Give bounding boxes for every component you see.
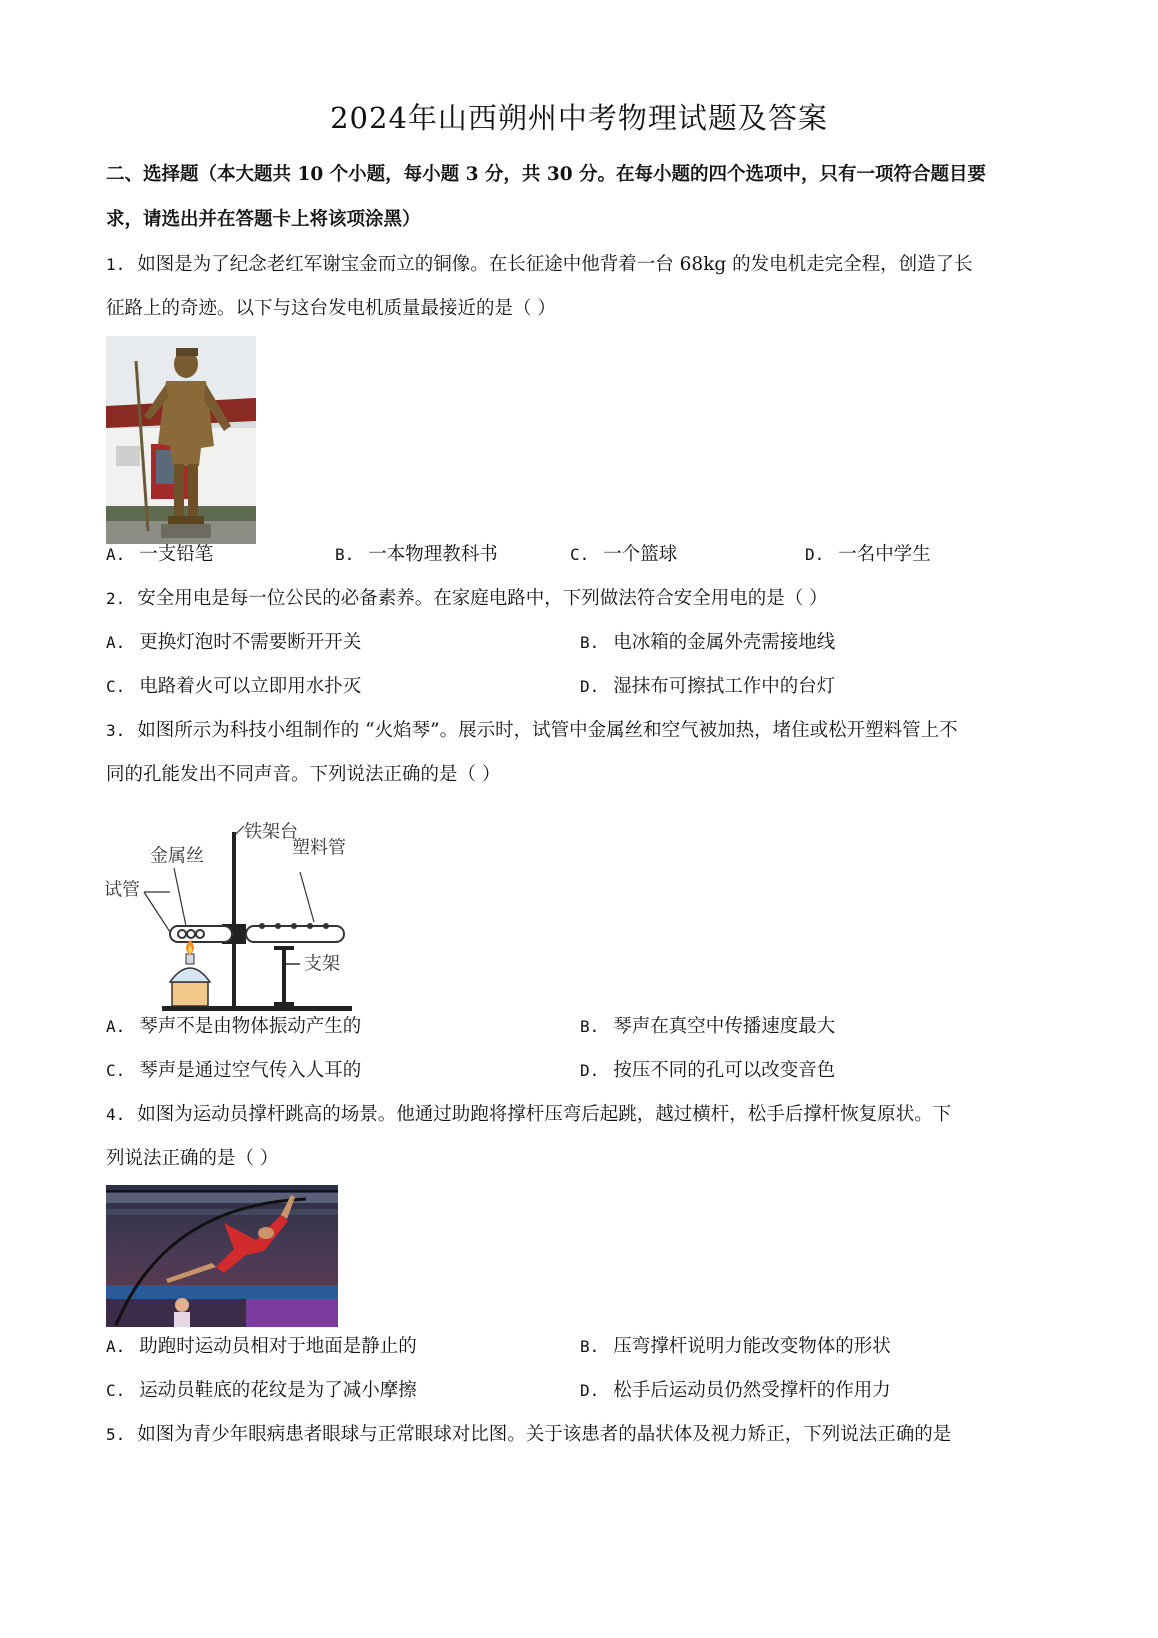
label-support: 支架 [304, 953, 340, 975]
question-1-line1 [106, 250, 1066, 276]
question-3-line2: 同的孔能发出不同声音。下列说法正确的是（ ） [106, 764, 501, 785]
q4-option-b[interactable]: B. 压弯撑杆说明力能改变物体的形状 [580, 1336, 891, 1357]
q3-option-a[interactable]: A. 琴声不是由物体振动产生的 [106, 1016, 362, 1037]
q2-option-c[interactable]: C. 电路着火可以立即用水扑灭 [106, 676, 362, 697]
q3-option-c[interactable]: C. 琴声是通过空气传入人耳的 [106, 1060, 362, 1081]
q4-option-c[interactable]: C. 运动员鞋底的花纹是为了减小摩擦 [106, 1380, 417, 1401]
statue-photo [106, 336, 256, 544]
question-number: 4. [106, 1105, 126, 1124]
q3-option-b[interactable]: B. 琴声在真空中传播速度最大 [580, 1016, 836, 1037]
q1-option-b[interactable]: B. 一本物理教科书 [335, 544, 498, 565]
question-4-line2: 列说法正确的是（ ） [106, 1148, 279, 1169]
question-5-line1 [106, 1420, 1066, 1446]
question-text: 如图所示为科技小组制作的 “火焰琴”。展示时，试管中金属丝和空气被加热，堵住或松开塑料管上不 [137, 720, 958, 741]
question-2-line1 [106, 584, 1066, 610]
question-text: 如图为运动员撑杆跳高的场景。他通过助跑将撑杆压弯后起跳，越过横杆，松手后撑杆恢复原状。下 [137, 1104, 952, 1125]
pole-vault-photo [106, 1185, 338, 1327]
question-1-line2: 征路上的奇迹。以下与这台发电机质量最接近的是（ ） [106, 298, 556, 319]
question-number: 2. [106, 589, 126, 608]
page-title: 2024年山西朔州中考物理试题及答案 [330, 101, 828, 135]
q3-option-d[interactable]: D. 按压不同的孔可以改变音色 [580, 1060, 836, 1081]
label-tube: 塑料管 [292, 837, 346, 859]
q2-option-b[interactable]: B. 电冰箱的金属外壳需接地线 [580, 632, 836, 653]
q4-option-a[interactable]: A. 助跑时运动员相对于地面是静止的 [106, 1336, 417, 1357]
question-number: 3. [106, 721, 126, 740]
question-4-line1 [106, 1100, 1066, 1126]
flame-harp-diagram [104, 822, 374, 1020]
question-text: 安全用电是每一位公民的必备素养。在家庭电路中，下列做法符合安全用电的是（ ） [137, 588, 828, 609]
question-text: 如图为青少年眼病患者眼球与正常眼球对比图。关于该患者的晶状体及视力矫正，下列说法正确的是 [137, 1424, 952, 1445]
q2-option-d[interactable]: D. 湿抹布可擦拭工作中的台灯 [580, 676, 836, 697]
question-3-line1 [106, 716, 1066, 742]
question-number: 1. [106, 255, 126, 274]
q4-option-d[interactable]: D. 松手后运动员仍然受撑杆的作用力 [580, 1380, 891, 1401]
q1-option-d[interactable]: D. 一名中学生 [805, 544, 931, 565]
section-heading-line1: 二、选择题（本大题共 10 个小题，每小题 3 分，共 30 分。在每小题的四个选项中，只有一项符合题目要 [106, 164, 987, 185]
q1-option-a[interactable]: A. 一支铅笔 [106, 544, 214, 565]
label-stand: 铁架台 [244, 822, 298, 843]
section-heading-line2: 求，请选出并在答题卡上将该项涂黑） [106, 209, 421, 230]
question-number: 5. [106, 1425, 126, 1444]
q2-option-a[interactable]: A. 更换灯泡时不需要断开开关 [106, 632, 362, 653]
label-wire: 金属丝 [150, 845, 204, 867]
label-test-tube: 试管 [104, 879, 140, 901]
question-text: 如图是为了纪念老红军谢宝金而立的铜像。在长征途中他背着一台 68kg 的发电机走完全程，创造了长 [137, 254, 973, 275]
q1-option-c[interactable]: C. 一个篮球 [570, 544, 678, 565]
